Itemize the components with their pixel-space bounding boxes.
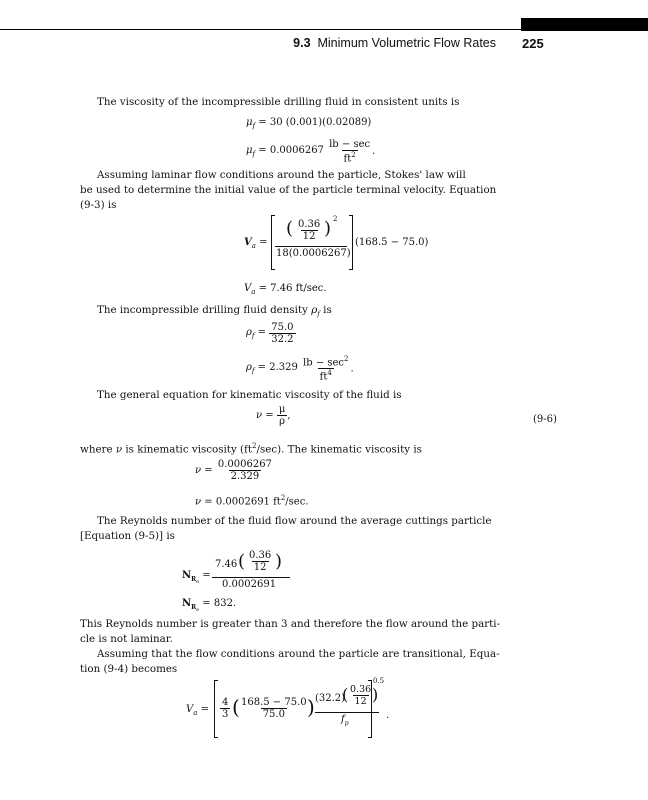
paragraph-text: The incompressible drilling fluid density xyxy=(97,304,308,316)
paragraph: The Reynolds number of the fluid flow around the average cuttings particle xyxy=(97,515,492,527)
paragraph-text: where xyxy=(80,443,113,456)
frac-num: 0.0006267 xyxy=(217,459,272,470)
frac-den: 3 xyxy=(222,709,229,720)
gravity: (32.2) xyxy=(315,693,346,704)
frac-num: 4 xyxy=(222,697,229,708)
equation-nu-result: ν = 0.0002691 $ft^2/\sec$. xyxy=(195,494,309,508)
equation-reynolds-result: $N_{R_e} = 832$. xyxy=(182,598,237,614)
section-number: 9.3 xyxy=(293,36,311,50)
paragraph-text: is xyxy=(323,304,332,316)
paragraph-text: is kinematic viscosity (ft xyxy=(125,443,253,456)
eq-text: = 30 (0.001)(0.02089) xyxy=(258,117,372,128)
frac-den: 18(0.0006267) xyxy=(276,248,351,259)
frac-den: ft xyxy=(343,153,352,165)
frac-num: 75.0 xyxy=(271,322,294,333)
frac-den: 12 xyxy=(302,231,316,242)
paragraph: be used to determine the initial value of the particle terminal velocity. Equation xyxy=(80,184,497,196)
paragraph: where ν is kinematic viscosity $(ft^2/\sec)$. The kinematic viscosity is xyxy=(80,442,422,456)
equation-nu-general: ν = $\frac{\mu}{\rho}$ , xyxy=(256,404,291,427)
equation-rho-1: $\rho_f$ = $\frac{75.0}{32.2}$ xyxy=(246,322,294,345)
frac-num: 0.36 xyxy=(249,550,272,561)
paragraph: Assuming laminar flow conditions around the particle, Stokes' law will xyxy=(97,169,466,181)
paragraph: (9-3) is xyxy=(80,199,117,211)
section-title: Minimum Volumetric Flow Rates xyxy=(317,36,496,50)
frac-den: ft xyxy=(319,371,328,383)
frac-den: 12 xyxy=(253,562,267,573)
frac-den: 2.329 xyxy=(230,471,260,482)
equation-rho-2: $\rho_f = 2.329$ $\frac{lb - \sec^2}{ft^4}$ . xyxy=(246,355,354,383)
equation-nu-1: ν = $\frac{0.0006267}{2.329}$ xyxy=(195,459,272,482)
paragraph: tion (9-4) becomes xyxy=(80,663,178,675)
page-number: 225 xyxy=(522,36,544,51)
paragraph: This Reynolds number is greater than 3 and therefore the flow around the parti- xyxy=(80,618,501,630)
eq-text: = 7.46 ft/sec. xyxy=(258,283,327,294)
frac-num: lb − sec xyxy=(303,357,345,369)
paragraph: The incompressible drilling fluid density $\rho_f$ is xyxy=(97,304,332,319)
frac-num: 0.36 xyxy=(298,219,321,230)
eq-text: = 0.0002691 ft xyxy=(204,496,281,508)
coefficient: 7.46 xyxy=(215,559,238,570)
frac-num: 168.5 − 75.0 xyxy=(241,697,307,708)
equation-reynolds: $N_{R_e}$ = 7.46 ( $\frac{0.36}{12}$ ) 0.0002691 xyxy=(182,548,302,594)
equation-label: (9-6) xyxy=(533,414,557,425)
frac-den: 32.2 xyxy=(271,334,294,345)
frac-num: lb − sec xyxy=(329,139,371,150)
frac-den: 75.0 xyxy=(262,709,285,720)
frac-den: 0.0002691 xyxy=(222,579,277,590)
paragraph: Assuming that the flow conditions around the particle are transitional, Equa- xyxy=(97,648,500,660)
frac-den: 12 xyxy=(354,696,367,707)
equation-mu-1: $\mu_f = 30$ (0.001)(0.02089) xyxy=(246,117,372,130)
eq-text: = 832. xyxy=(202,598,237,609)
eq-text: (168.5 − 75.0) xyxy=(355,237,429,248)
running-header xyxy=(0,36,648,54)
eq-text: = 0.0006267 xyxy=(258,145,324,157)
paragraph: The general equation for kinematic viscosity of the fluid is xyxy=(97,389,402,401)
frac-num: 0.36 xyxy=(350,684,372,695)
exponent: 0.5 xyxy=(373,677,385,685)
exponent: 2 xyxy=(333,215,338,223)
equation-va-stokes: $V_a$ = ( $\frac{0.36}{12}$ ) 2 18(0.0006267) (168.5 − 75.0) xyxy=(244,215,444,275)
eq-text: = 2.329 xyxy=(257,362,298,374)
equation-mu-2: $\mu_f = 0.0006267$ $\frac{lb - \sec}{ft^2}$ . xyxy=(246,139,376,165)
header-rule xyxy=(0,29,648,30)
eq-text: /sec. xyxy=(285,496,309,508)
paragraph-text: /sec). The kinematic viscosity is xyxy=(256,443,422,456)
paragraph: [Equation (9-5)] is xyxy=(80,530,175,542)
frac-den: ρ xyxy=(279,416,286,427)
section-heading xyxy=(293,36,496,50)
friction-factor: f xyxy=(341,714,345,725)
paragraph: The viscosity of the incompressible drilling fluid in consistent units is xyxy=(97,96,460,108)
equation-va-transitional: $V_a$ = $\frac{4}{3}$ ( $\frac{168.5 - 75.0}{75.0}$ ) (32.2) ( $\frac{0.36}{12}$ ) $f_p$ 0.5 . xyxy=(186,680,416,740)
paragraph: cle is not laminar. xyxy=(80,633,173,645)
frac-num: μ xyxy=(278,404,286,415)
equation-va-result: $V_a = 7.46$ ft/sec. xyxy=(244,283,327,296)
